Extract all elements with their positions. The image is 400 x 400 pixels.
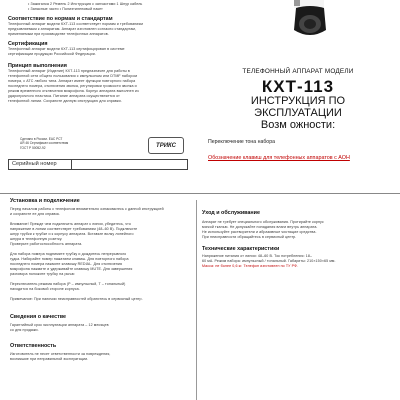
section-text bbox=[10, 252, 192, 277]
serial-number-label: Серийный номер bbox=[12, 161, 57, 167]
text-line: Перед началом работы с телефоном внимательно ознакомьтесь с данной инструкцией bbox=[10, 207, 164, 211]
text-line: Гарантийный срок эксплуатации аппарата – 12 месяцев bbox=[10, 323, 109, 327]
cert-line: Сделано в России. ЕАС РСТ bbox=[20, 137, 63, 141]
section-heading: Уход и обслуживание bbox=[202, 210, 260, 216]
section-text bbox=[8, 69, 194, 104]
certification-block bbox=[20, 137, 140, 150]
text-line: Проверьте работоспособность аппарата. bbox=[10, 242, 83, 246]
text-line: Не используйте растворители и абразивные чистящие средства. bbox=[202, 230, 317, 234]
left-bottom-column bbox=[10, 198, 192, 362]
text-line: микрофона нажмите и удерживайте клавишу MUTE. Для завершения bbox=[10, 267, 133, 271]
right-top-column bbox=[202, 68, 394, 161]
text-line: Напряжение питания от линии: 48–60 В. Ток потребления: 18– bbox=[202, 254, 313, 258]
section-heading: Ответственность bbox=[10, 343, 57, 349]
text-line: мягкой тканью. Не допускайте попадания влаги внутрь аппарата. bbox=[202, 225, 318, 229]
text-line: телефонной линии. Сохраните данную инструкцию для справки. bbox=[8, 99, 122, 103]
text-line: шнур трубки к трубке и к корпусу аппарата. Вставьте вилку линейного bbox=[10, 232, 134, 236]
top-bullet: • Запасные части • Полиэтиленовый пакет bbox=[28, 7, 103, 11]
text-line: разговора положите трубку на рычаг. bbox=[10, 272, 76, 276]
model-number: КХТ-113 bbox=[261, 77, 335, 96]
model-line: ТЕЛЕФОННЫЙ АППАРАТ МОДЕЛИ bbox=[242, 68, 354, 75]
text-line: возникшие при неправильной эксплуатации. bbox=[10, 357, 89, 361]
column-divider bbox=[196, 200, 197, 400]
title-line-3: Возм ожности: bbox=[260, 119, 336, 131]
title-line-1: ИНСТРУКЦИЯ ПО bbox=[250, 95, 346, 107]
section-heading: Сведения о качестве bbox=[10, 314, 67, 320]
section-text bbox=[10, 352, 192, 362]
text-line: номера, с АТС любого типа. Аппарат имеет функции повторного набора bbox=[8, 79, 136, 83]
text-line: со дня продажи. bbox=[10, 328, 39, 332]
section-heading: Сертификация bbox=[8, 41, 48, 47]
text-line: При неисправности обращайтесь в сервисный центр. bbox=[202, 235, 297, 239]
cert-line: АЯ 46 Сертификат соответствия bbox=[20, 141, 69, 146]
right-bottom-column bbox=[202, 210, 394, 269]
text-line: находится на боковой стороне корпуса. bbox=[10, 287, 80, 291]
title-line-2: ЭКСПЛУАТАЦИИ bbox=[254, 107, 342, 119]
text-line: предъявляемым к аппаратам. Аппарат изготовлен согласно стандартам, bbox=[8, 27, 137, 31]
text-line: гудка. Набирайте номер нажатием клавиш. Для повторного набора bbox=[10, 257, 129, 261]
section-divider bbox=[0, 193, 400, 194]
text-line: Телефонный аппарат модели КХТ-113 соответствует нормам и требованиям bbox=[8, 22, 143, 26]
section-heading: Принцип выполнения bbox=[8, 63, 67, 69]
section-text bbox=[8, 22, 194, 37]
text-line: Телефонный аппарат модели КХТ-113 сертифицирован в системе bbox=[8, 47, 125, 51]
section-text bbox=[202, 254, 394, 264]
text-line: последнего номера нажмите клавишу REDIAL. Для отключения bbox=[10, 262, 123, 266]
section-text bbox=[8, 47, 194, 57]
brand-logo bbox=[148, 137, 184, 154]
section-heading: Установка и подключение bbox=[10, 198, 80, 204]
text-line: Внимание! Прежде чем подключить аппарат к линии, убедитесь, что bbox=[10, 222, 131, 226]
text-line: Телефонный аппарат (Изделие) КХТ-113 предназначен для работы в bbox=[8, 69, 130, 73]
section-text bbox=[10, 282, 192, 292]
text-line: 60 мА. Режим набора: импульсный / тональный. Габариты: 210×150×65 мм. bbox=[202, 259, 336, 263]
text-line: Переключатель режима набора (P – импульсный, T – тональный) bbox=[10, 282, 126, 286]
section-text bbox=[202, 220, 394, 240]
features-label: Переключение тона набора bbox=[208, 139, 275, 145]
section-text bbox=[10, 222, 192, 247]
text-line: Для набора номера поднимите трубку и дождитесь непрерывного bbox=[10, 252, 127, 256]
cert-line: ГОСТ Р 50052-92 bbox=[20, 145, 46, 150]
section-heading: Технические характеристики bbox=[202, 246, 280, 252]
product-phone-image bbox=[290, 0, 332, 42]
brand-logo-text: ТРИКС bbox=[156, 142, 176, 149]
text-line: ударопрочного пластика. Питание аппарата осуществляется от bbox=[8, 94, 120, 98]
text-line: и сохраните ее для справок. bbox=[10, 212, 61, 216]
section-heading: Соответствие по нормам и стандартам bbox=[8, 16, 113, 22]
top-bullets bbox=[28, 2, 288, 12]
serial-number-box bbox=[8, 159, 188, 170]
top-bullet: • Зажигалка 2 Ремень 2 Инструкция с запчастями 1 Шнур кабель bbox=[28, 2, 143, 6]
text-line: Аппарат не требует специального обслуживания. Протирайте корпус bbox=[202, 220, 324, 224]
text-line: телефонной сети общего пользования с импульсным или DTMF набором bbox=[8, 74, 138, 78]
red-link[interactable]: Обозначение клавиш для телефонных аппаратов с АОН bbox=[208, 155, 350, 161]
red-note: Масса: не более 0,6 кг. Телефон изготовлен по ТУ РФ. bbox=[202, 264, 299, 268]
section-text bbox=[10, 323, 192, 333]
text-line: последнего номера, отключения звонка, регулировки громкости звонка и bbox=[8, 84, 137, 88]
text-line: напряжение в линии соответствует требованиям (48–60 В). Подключите bbox=[10, 227, 138, 231]
text-line: шнура в телефонную розетку. bbox=[10, 237, 63, 241]
text-line: Изготовитель не несет ответственности за повреждения, bbox=[10, 352, 111, 356]
section-text bbox=[10, 207, 192, 217]
section-text bbox=[10, 297, 192, 302]
text-line: режим временного отключения микрофона. Корпус аппарата выполнен из bbox=[8, 89, 139, 93]
left-top-column bbox=[8, 16, 194, 104]
text-line: Примечание: При наличии неисправностей обратитесь в сервисный центр. bbox=[10, 297, 143, 301]
text-line: применяемым при производстве телефонных аппаратов. bbox=[8, 32, 109, 36]
text-line: сертификации продукции Российской Федерации. bbox=[8, 52, 96, 56]
